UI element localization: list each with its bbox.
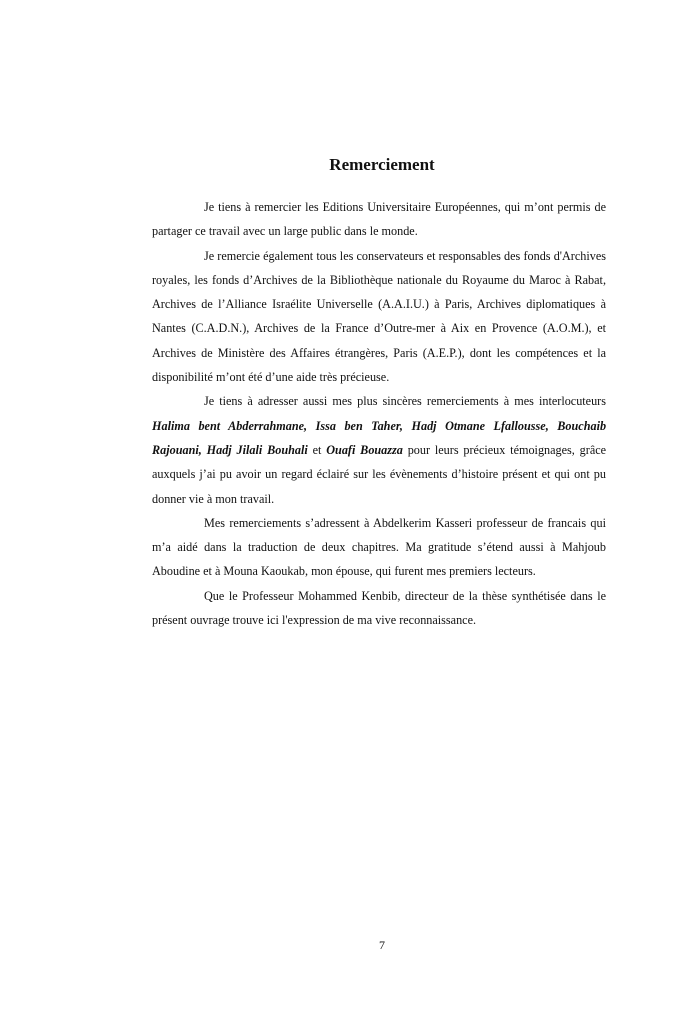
paragraph-director: Que le Professeur Mohammed Kenbib, directeur de la thèse synthétisée dans le présent ouvrage trouve ici l'expression de ma vive reconnaissance. — [152, 588, 606, 628]
page-title: Remerciement — [329, 155, 435, 174]
paragraph-interlocutors — [152, 389, 606, 510]
paragraph-readers: Mes remerciements s’adressent à Abdelkerim Kasseri professeur de francais qui m’a aidé dans la traduction de deux chapitres. Ma gratitude s’étend aussi à Mahjoub Aboudine et à Mouna Kaoukab, mon épouse, qui furent mes premiers lecteurs. — [152, 515, 606, 579]
interlocutor-name: Hadj Otmane Lfallousse, — [411, 418, 549, 433]
paragraph-archives: Je remercie également tous les conservateurs et responsables des fonds d'Archives royales, les fonds d’Archives de la Bibliothèque nationale du Royaume du Maroc à Rabat, Archives de l’Alliance Israélite Universelle (A.A.I.U.) à Paris, Archives diplomatiques à Nantes (C.A.D.N.), Archives de la France d’Outre-mer à Aix en Provence (A.O.M.), et Archives de Ministère des Affaires étrangères, Paris (A.E.P.), dont les compétences et la disponibilité m’ont été d’une aide très précieuse. — [152, 248, 606, 385]
page-number: 7 — [379, 938, 385, 952]
paragraph-editions: Je tiens à remercier les Editions Universitaire Européennes, qui m’ont permis de partager ce travail avec un large public dans le monde. — [152, 200, 606, 239]
interlocutors-outro: pour leurs précieux témoignages, grâce auxquels j’ai pu avoir un regard éclairé sur les évènements d’histoire présent et qui ont pu donner vie à mon travail. — [152, 442, 607, 506]
interlocutor-name: Halima bent Abderrahmane, — [152, 418, 308, 433]
document-body — [152, 195, 606, 632]
interlocutor-name: Bouchaib Rajouani, — [152, 418, 607, 457]
interlocutor-name: Ouafi Bouazza — [326, 442, 403, 457]
interlocutor-name: Hadj Jilali Bouhali — [206, 442, 308, 457]
interlocutors-intro: Je tiens à adresser aussi mes plus sincères remerciements à mes interlocuteurs — [204, 394, 606, 409]
conjunction: et — [312, 442, 322, 457]
interlocutor-name: Issa ben Taher, — [315, 418, 403, 433]
